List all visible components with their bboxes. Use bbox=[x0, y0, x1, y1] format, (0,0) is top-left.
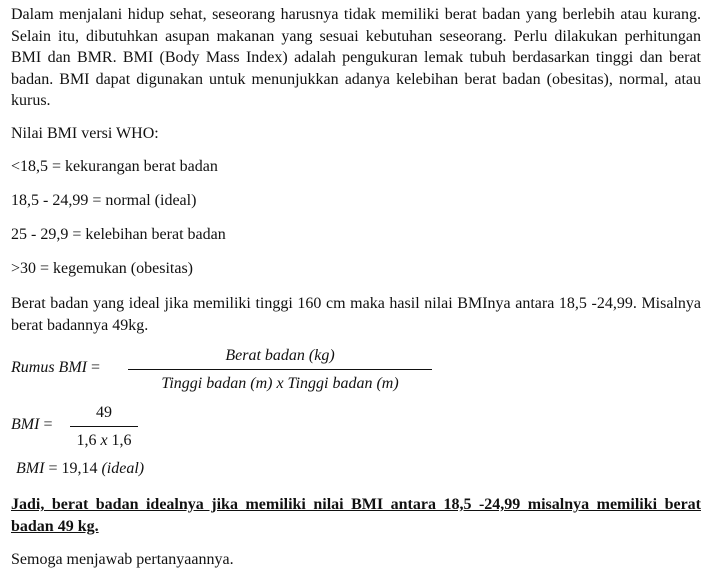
result-lhs: BMI bbox=[16, 460, 45, 477]
calc-lhs-text: BMI bbox=[11, 416, 40, 433]
example-paragraph: Berat badan yang ideal jika memiliki tinggi 160 cm maka hasil nilai BMInya antara 18,5 -24,99. Misalnya berat badannya 49kg. bbox=[11, 295, 701, 334]
formula-lhs-text: Rumus BMI bbox=[11, 359, 87, 376]
formula-denominator: Tinggi badan (m) x Tinggi badan (m) bbox=[161, 375, 399, 392]
calc-lhs bbox=[11, 416, 52, 434]
formula-fraction-bar bbox=[128, 369, 432, 370]
calc-numerator: 49 bbox=[96, 404, 112, 421]
result-equals: = bbox=[48, 460, 58, 477]
closing-text: Semoga menjawab pertanyaannya. bbox=[11, 551, 234, 568]
calc-fraction-bar bbox=[70, 426, 138, 427]
calc-equals: = bbox=[43, 416, 53, 433]
result-value: 19,14 bbox=[61, 460, 98, 477]
result-line bbox=[16, 460, 144, 478]
conclusion-paragraph: Jadi, berat badan idealnya jika memiliki nilai BMI antara 18,5 -24,99 misalnya memiliki berat badan 49 kg. bbox=[11, 496, 701, 535]
category-normal: 18,5 - 24,99 = normal (ideal) bbox=[11, 192, 197, 209]
formula-fraction bbox=[128, 345, 432, 395]
formula-lhs bbox=[11, 359, 100, 377]
formula-numerator: Berat badan (kg) bbox=[225, 347, 335, 364]
calc-fraction bbox=[70, 402, 138, 452]
category-underweight: <18,5 = kekurangan berat badan bbox=[11, 158, 218, 175]
category-overweight: 25 - 29,9 = kelebihan berat badan bbox=[11, 226, 226, 243]
who-heading: Nilai BMI versi WHO: bbox=[11, 125, 159, 142]
result-note: (ideal) bbox=[101, 460, 145, 477]
calc-denominator: 1,6 x 1,6 bbox=[76, 432, 132, 449]
intro-paragraph: Dalam menjalani hidup sehat, seseorang harusnya tidak memiliki berat badan yang berlebih atau kurang. Selain itu, dibutuhkan asupan makanan yang sesuai kebutuhan seseorang. Perlu dilakukan perhitungan BMI dan BMR. BMI (Body Mass Index) adalah pengukuran lemak tubuh berdasarkan tinggi dan berat badan. BMI dapat digunakan untuk menunjukkan adanya kelebihan berat badan (obesitas), normal, atau kurus. bbox=[11, 6, 701, 109]
formula-equals: = bbox=[90, 359, 101, 376]
category-obese: >30 = kegemukan (obesitas) bbox=[11, 260, 193, 277]
